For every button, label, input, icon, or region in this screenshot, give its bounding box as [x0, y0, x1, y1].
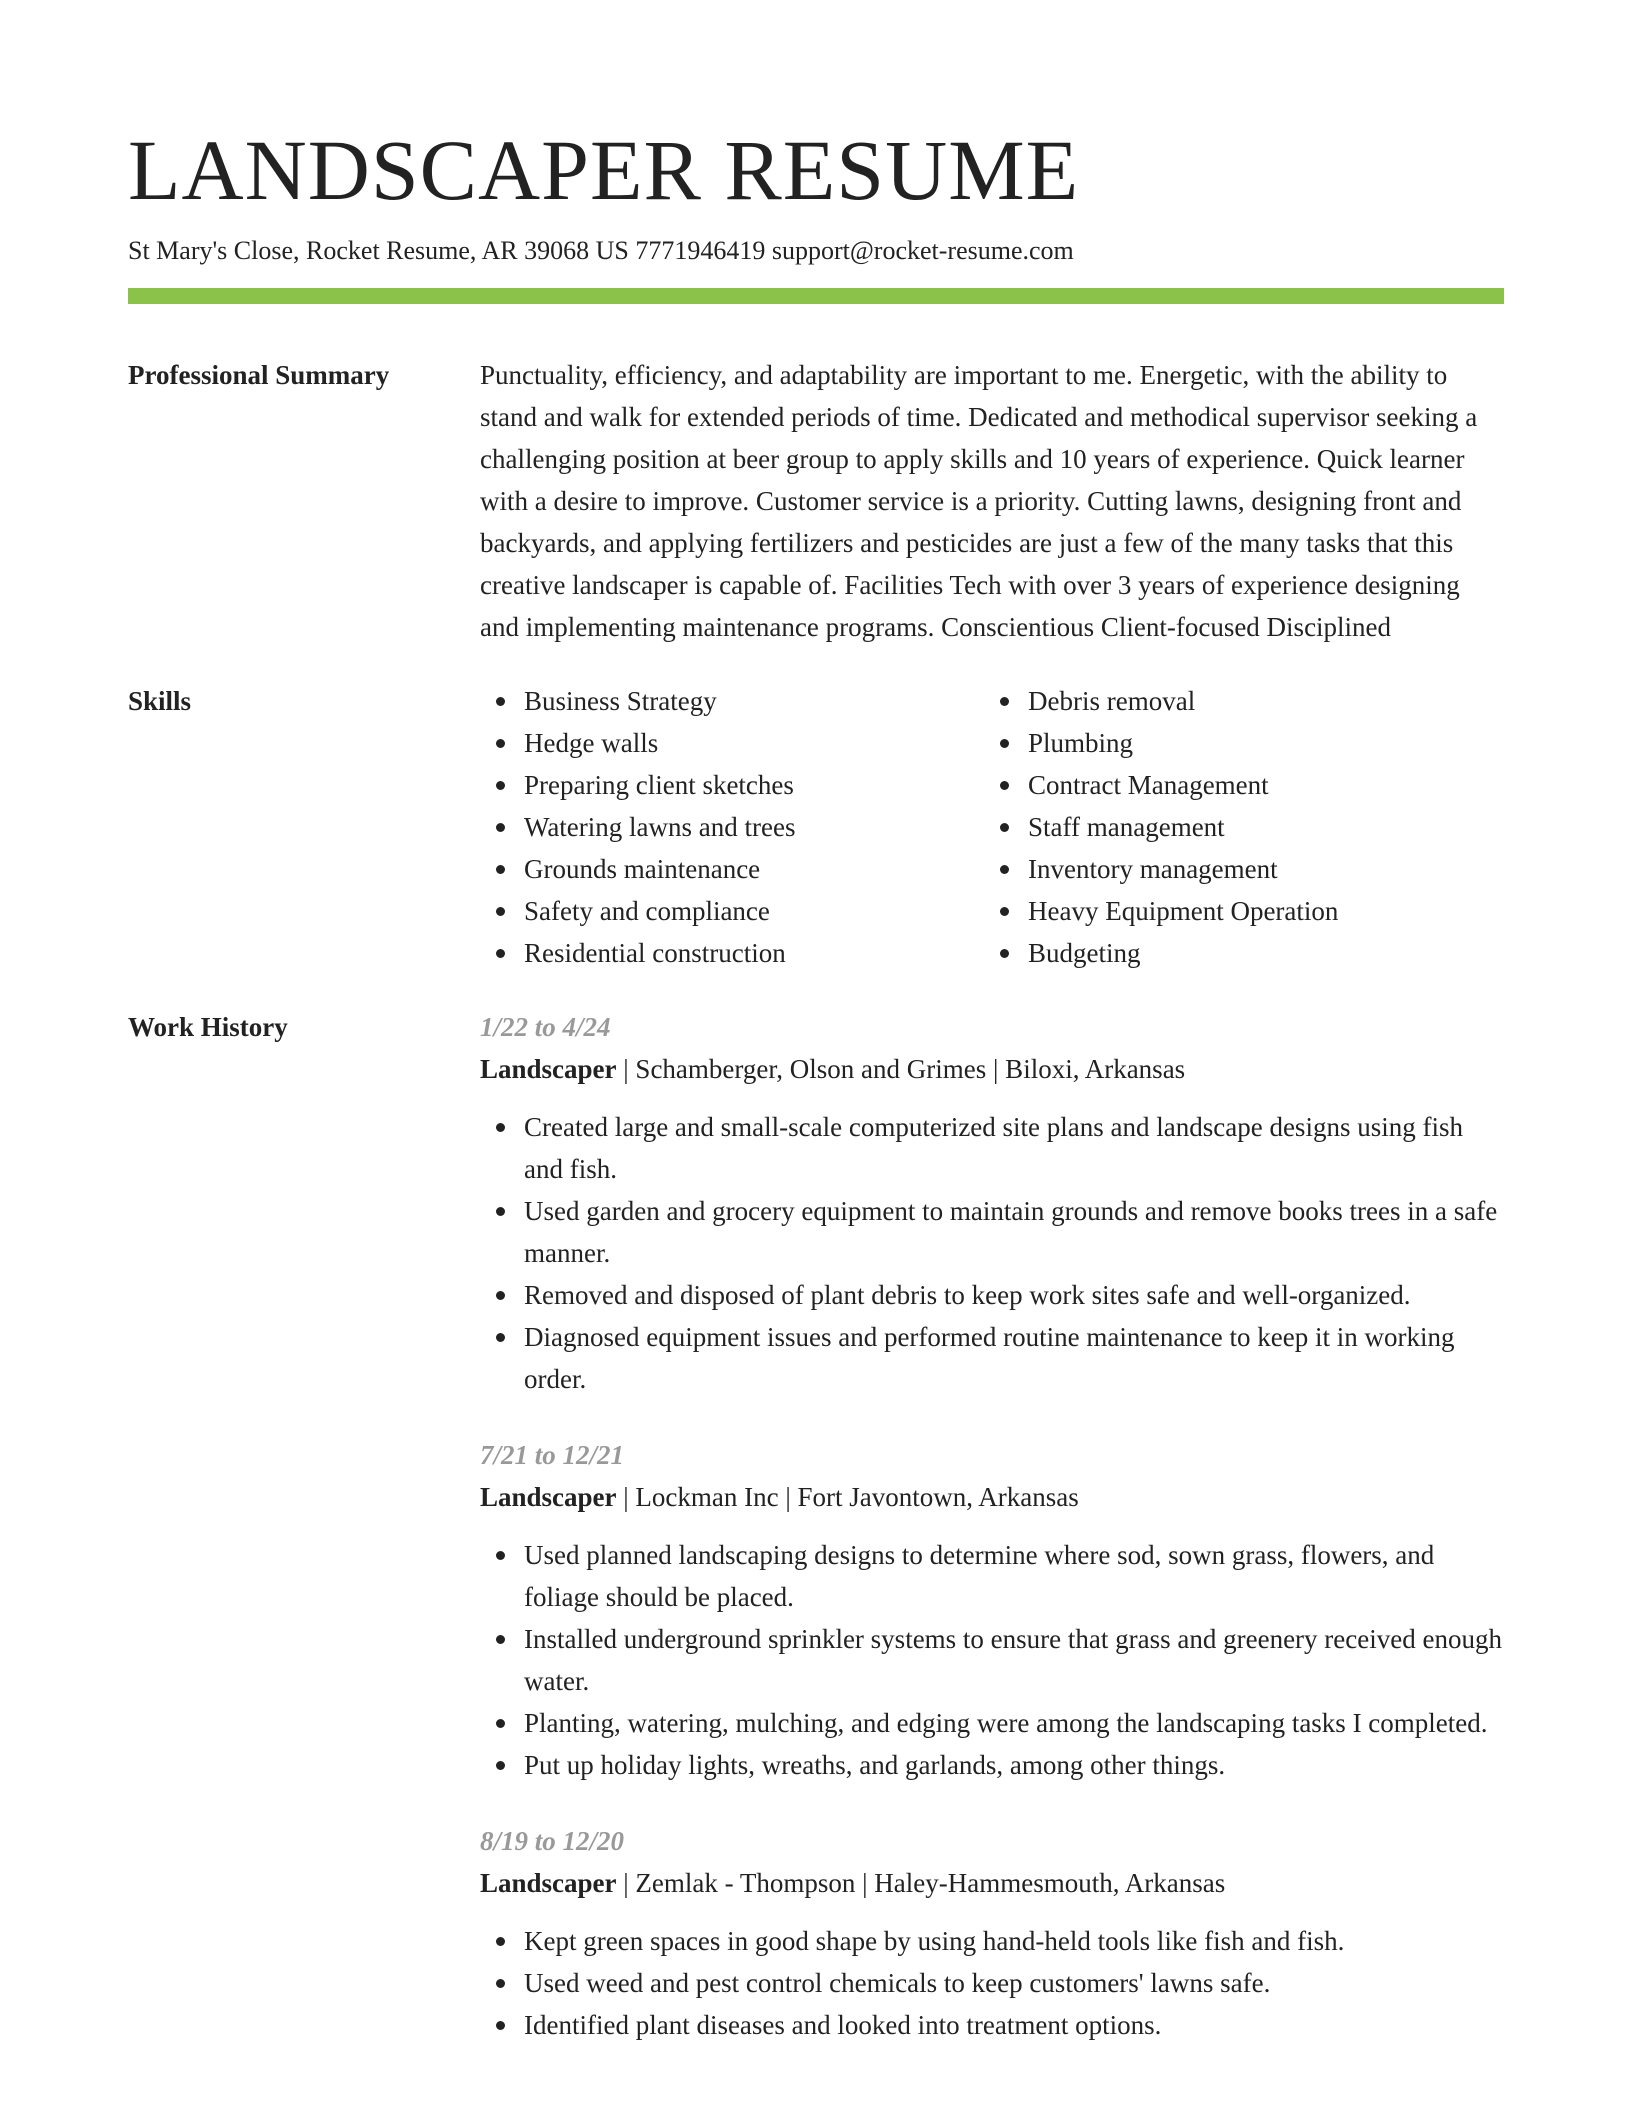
job-dates: 8/19 to 12/20: [480, 1826, 625, 1856]
job-bullet: Installed underground sprinkler systems to ensure that grass and greenery received enough water.: [524, 1618, 1504, 1702]
resume-page: [128, 0, 1504, 2080]
skill-item: Budgeting: [1028, 932, 1488, 974]
accent-divider: [128, 288, 1504, 304]
job-entry: [480, 1006, 1504, 1400]
job-bullet: Used garden and grocery equipment to maintain grounds and remove books trees in a safe manner.: [524, 1190, 1504, 1274]
job-bullet: Used weed and pest control chemicals to keep customers' lawns safe.: [524, 1962, 1504, 2004]
section-body: [480, 1006, 1504, 2080]
job-company-location: | Lockman Inc | Fort Javontown, Arkansas: [616, 1482, 1079, 1512]
job-bullet: Planting, watering, mulching, and edging were among the landscaping tasks I completed.: [524, 1702, 1504, 1744]
work-history-section: [128, 1006, 1504, 2080]
job-dates: 1/22 to 4/24: [480, 1012, 611, 1042]
job-heading: [480, 1476, 1504, 1518]
job-heading: [480, 1862, 1504, 1904]
skill-item: Staff management: [1028, 806, 1488, 848]
skill-item: Watering lawns and trees: [524, 806, 984, 848]
job-bullet: Put up holiday lights, wreaths, and garlands, among other things.: [524, 1744, 1504, 1786]
contact-line: St Mary's Close, Rocket Resume, AR 39068 US 7771946419 support@rocket-resume.com: [128, 236, 1074, 265]
job-bullets: [480, 1920, 1504, 2046]
job-bullet: Identified plant diseases and looked into treatment options.: [524, 2004, 1504, 2046]
job-entry: [480, 1820, 1504, 2046]
skills-column-left: [480, 680, 984, 974]
job-title: Landscaper: [480, 1054, 617, 1084]
job-bullet: Diagnosed equipment issues and performed routine maintenance to keep it in working order.: [524, 1316, 1504, 1400]
job-bullet: Removed and disposed of plant debris to keep work sites safe and well-organized.: [524, 1274, 1504, 1316]
section-body: [480, 354, 1504, 648]
skill-item: Grounds maintenance: [524, 848, 984, 890]
job-entry: [480, 1434, 1504, 1786]
job-company-location: | Zemlak - Thompson | Haley-Hammesmouth, Arkansas: [616, 1868, 1226, 1898]
skill-item: Preparing client sketches: [524, 764, 984, 806]
professional-summary-section: [128, 354, 1504, 648]
section-label: Skills: [128, 686, 192, 716]
job-bullets: [480, 1106, 1504, 1400]
skills-column-right: [984, 680, 1488, 974]
job-heading: [480, 1048, 1504, 1090]
job-bullet: Kept green spaces in good shape by using hand-held tools like fish and fish.: [524, 1920, 1504, 1962]
skills-grid: [480, 680, 1504, 974]
section-label: Work History: [128, 1012, 288, 1042]
skill-item: Inventory management: [1028, 848, 1488, 890]
job-bullet: Used planned landscaping designs to determine where sod, sown grass, flowers, and foliage should be placed.: [524, 1534, 1504, 1618]
skill-item: Heavy Equipment Operation: [1028, 890, 1488, 932]
job-dates: 7/21 to 12/21: [480, 1440, 625, 1470]
resume-title: LANDSCAPER RESUME: [128, 122, 1080, 218]
skills-section: [128, 680, 1504, 974]
skill-item: Debris removal: [1028, 680, 1488, 722]
skill-item: Plumbing: [1028, 722, 1488, 764]
summary-text: Punctuality, efficiency, and adaptability are important to me. Energetic, with the ability to stand and walk for extended periods of time. Dedicated and methodical supervisor seeking a challenging position at beer group to apply skills and 10 years of experience. Quick learner with a desire to improve. Customer service is a priority. Cutting lawns, designing front and backyards, and applying fertilizers and pesticides are just a few of the many tasks that this creative landscaper is capable of. Facilities Tech with over 3 years of experience designing and implementing maintenance programs. Conscientious Client-focused Disciplined: [480, 360, 1478, 642]
skill-item: Hedge walls: [524, 722, 984, 764]
skill-item: Contract Management: [1028, 764, 1488, 806]
skill-item: Business Strategy: [524, 680, 984, 722]
job-title: Landscaper: [480, 1482, 617, 1512]
job-company-location: | Schamberger, Olson and Grimes | Biloxi, Arkansas: [616, 1054, 1186, 1084]
job-bullets: [480, 1534, 1504, 1786]
skill-item: Residential construction: [524, 932, 984, 974]
section-label: Professional Summary: [128, 360, 390, 390]
job-bullet: Created large and small-scale computerized site plans and landscape designs using fish and fish.: [524, 1106, 1504, 1190]
job-title: Landscaper: [480, 1868, 617, 1898]
skill-item: Safety and compliance: [524, 890, 984, 932]
